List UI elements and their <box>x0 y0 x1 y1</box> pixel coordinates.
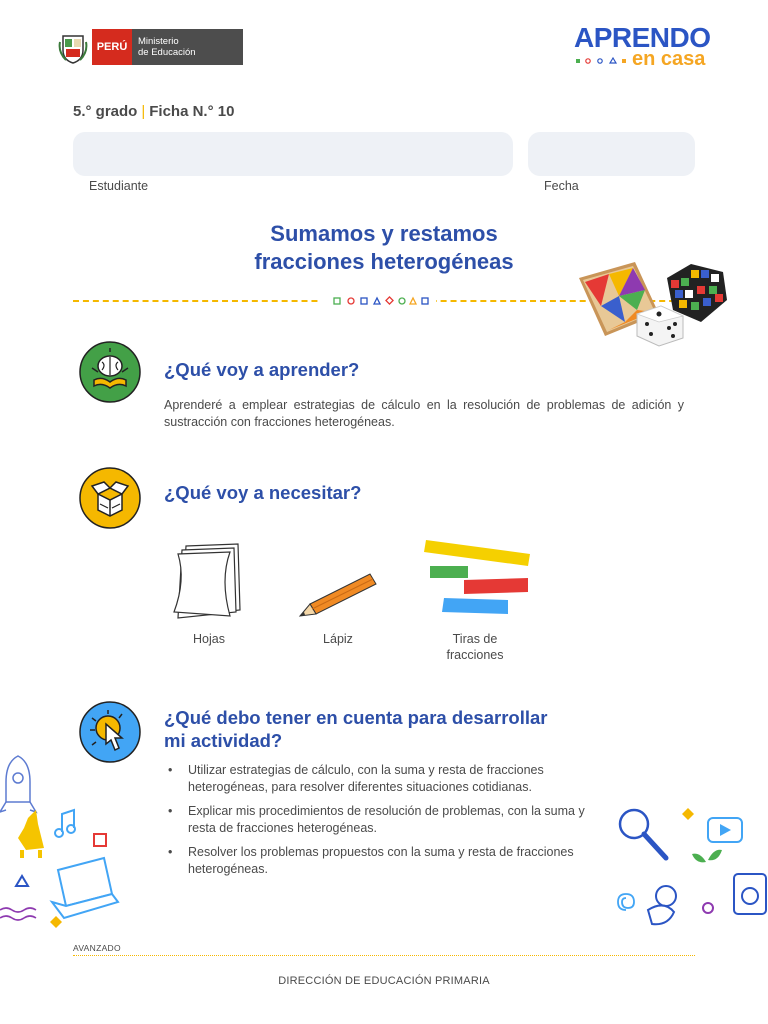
title-line-2: fracciones heterogéneas <box>254 249 514 274</box>
sheet-label: Ficha N.° 10 <box>149 103 235 120</box>
ministry-logo <box>92 29 243 65</box>
laptop-icon <box>52 858 118 918</box>
section-heading-consider <box>164 706 664 752</box>
paper-sheets-icon <box>172 540 244 620</box>
decorative-illustrations-right <box>608 800 768 940</box>
student-name-field[interactable] <box>73 132 513 176</box>
consider-list <box>168 762 608 885</box>
pencil-icon <box>296 570 380 618</box>
footer-direction: DIRECCIÓN DE EDUCACIÓN PRIMARIA <box>278 975 490 987</box>
material-label-line-2: fracciones <box>446 648 504 662</box>
material-label-sheets: Hojas <box>193 632 225 646</box>
divider-shapes-icon <box>318 294 436 308</box>
heading-line-1: ¿Qué debo tener en cuenta para desarrollar <box>164 707 548 728</box>
list-item: • Utilizar estrategias de cálculo, con la suma y resta de fracciones heterogéneas, para resolver diferentes situaciones cotidianas. <box>168 762 608 796</box>
footer-divider <box>73 955 695 956</box>
brand-title: APRENDO <box>574 22 711 53</box>
coat-of-arms-icon <box>58 32 88 64</box>
diamond-icon <box>682 808 694 820</box>
ministry-name <box>132 29 243 65</box>
section-heading-need: ¿Qué voy a necesitar? <box>164 482 362 503</box>
aprendo-en-casa-logo <box>572 22 717 70</box>
material-label-fraction-strips <box>430 631 520 663</box>
date-label: Fecha <box>544 179 579 193</box>
tangram-cube-dice-illustration <box>575 256 735 348</box>
open-box-icon <box>78 466 142 530</box>
spiral-icon <box>618 894 634 910</box>
ministry-line-2: de Educación <box>138 47 196 58</box>
grade-sheet-line <box>73 103 234 120</box>
learn-description: Aprenderé a emplear estrategias de cálculo en la resolución de problemas de adición y sustracción con fracciones heterogéneas. <box>164 398 684 429</box>
wave-icon <box>0 908 36 920</box>
date-field[interactable] <box>528 132 695 176</box>
magnifier-icon <box>620 810 666 858</box>
music-note-icon <box>55 810 75 837</box>
title-line-1: Sumamos y restamos <box>270 221 498 246</box>
decorative-illustrations-left <box>0 752 130 942</box>
material-label-pencil: Lápiz <box>323 632 353 646</box>
llama-icon <box>18 810 44 858</box>
square-icon <box>94 834 106 846</box>
heading-line-2: mi actividad? <box>164 730 283 751</box>
triangle-icon <box>16 876 28 886</box>
brand-subtitle: en casa <box>632 48 706 70</box>
page-title <box>160 220 608 276</box>
student-label: Estudiante <box>89 179 149 193</box>
peru-label: PERÚ <box>92 29 132 65</box>
grade-label: 5.° grado <box>73 103 138 120</box>
list-item: • Explicar mis procedimientos de resolución de problemas, con la suma y resta de fracciones heterogéneas. <box>168 803 608 837</box>
material-label-line-1: Tiras de <box>452 632 498 646</box>
monkey-icon <box>648 886 676 924</box>
circle-icon <box>703 903 713 913</box>
sprout-icon <box>692 850 722 863</box>
section-heading-learn: ¿Qué voy a aprender? <box>164 359 360 380</box>
diamond-icon <box>50 916 62 928</box>
rocket-icon <box>0 756 36 812</box>
list-item: • Resolver los problemas propuestos con la suma y resta de fracciones heterogéneas. <box>168 844 608 878</box>
separator: | <box>141 103 146 120</box>
radio-icon <box>734 874 766 914</box>
fraction-strips-icon <box>420 538 532 618</box>
level-label: AVANZADO <box>73 943 121 953</box>
ministry-line-1: Ministerio <box>138 36 179 47</box>
brand-shapes-icon <box>574 56 630 66</box>
brain-book-icon <box>78 340 142 404</box>
video-play-icon <box>708 818 742 842</box>
